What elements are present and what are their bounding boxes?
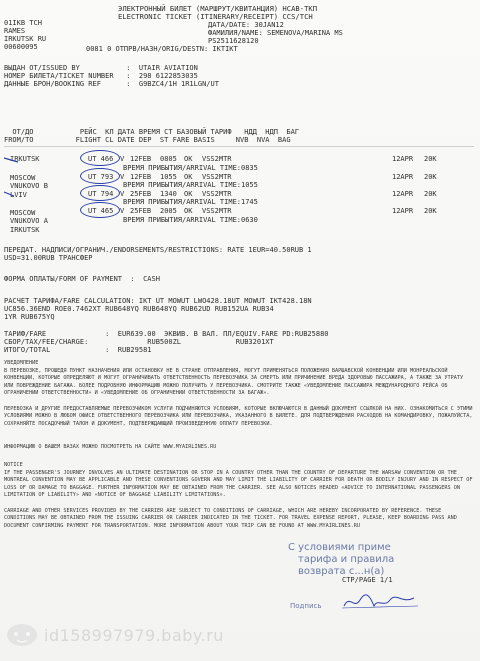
arrival-time: ВРЕМЯ ПРИБЫТИЯ/ARRIVAL TIME:0835 (123, 164, 258, 172)
flight-number: UT 793 (88, 173, 114, 181)
arrival-time: ВРЕМЯ ПРИБЫТИЯ/ARRIVAL TIME:0630 (123, 216, 258, 224)
columns-ru: ОТ/ДО РЕЙС КЛ ДАТА ВРЕМЯ СТ БАЗОВЫЙ ТАРИФ НДД НДП БАГ (4, 128, 300, 136)
notice-ru-conditions: ПЕРЕВОЗКА И ДРУГИЕ ПРЕДОСТАВЛЯЕМЫЕ ПЕРЕВОЗЧИКОМ УСЛУГИ ПОДЧИНЯЮТСЯ УСЛОВИЯМ, КОТОРЫЕ ВКЛЮЧАЮТСЯ В ДАННЫЙ ДОКУМЕНТ ССЫЛКОЙ НА НИХ. ОЗНАКОМИТЬСЯ С ЭТИМИ УСЛОВИЯМИ МОЖНО В ЛЮБОМ ОФИСЕ ОТВЕТСТВЕННОГО ПЕРЕВОЗЧИКА ИЛИ ПЕРЕВОЗЧИКА, УКАЗАННОГО В БИЛЕТЕ. ДЛЯ ПОДТВЕРЖДЕНИЯ РАСХОДОВ НА КОМАНДИРОВКУ, ПОЖАЛУЙСТА, СОХРАНЯЙТЕ ПОСАДОЧНЫЙ ТАЛОН И ДОКУМЕНТ, ПОДТВЕРЖДАЮЩИЙ ПРОИЗВЕДЕННУЮ ОПЛАТУ ПЕРЕВОЗКИ. (4, 406, 473, 427)
flight-from: MOSCOW (10, 174, 36, 182)
columns-en: FROM/TO FLIGHT CL DATE DEP ST FARE BASIS NVB NVA BAG (4, 136, 291, 144)
agency-city: IRKUTSK RU (4, 35, 47, 43)
not-valid-after: 12APR (392, 190, 414, 198)
ticket-reference: PS2511628120 (208, 37, 259, 45)
flight-date: 12FEB (130, 155, 152, 163)
baggage: 20K (424, 155, 437, 163)
route-line: 0081 0 ОТПРВ/НАЗН/ORIG/DESTN: IKTIKT (86, 45, 238, 53)
pen-circle-mark (80, 168, 120, 184)
flight-date: 12FEB (130, 173, 152, 181)
terms-stamp (280, 542, 410, 586)
flight-class: V (120, 173, 125, 181)
passenger-name: ФАМИЛИЯ/NAME: SEMENOVA/MARINA MS (208, 29, 343, 37)
stamp-line: возврата с...н(а) (298, 566, 385, 577)
flight-status: OK (184, 173, 193, 181)
flight-number: UT 794 (88, 190, 114, 198)
flight-number: UT 466 (88, 155, 114, 163)
fare-amount: ТАРИФ/FARE : EUR639.00 ЭКВИВ. В ВАЛ. ПЛ/EQUIV.FARE PD:RUB25880 (4, 330, 329, 338)
flight-time: 0805 (160, 155, 177, 163)
stamp-line: тарифа и правила (298, 554, 395, 565)
issue-date: ДАТА/DATE: 30JAN12 (208, 21, 284, 29)
fare-basis: VSS2MTR (202, 173, 232, 181)
baby-logo-icon (4, 620, 40, 648)
arrival-time: ВРЕМЯ ПРИБЫТИЯ/ARRIVAL TIME:1055 (123, 181, 258, 189)
flight-date: 25FEB (130, 207, 152, 215)
endorsements-line: USD=31.00RUB ТРАНСФЕР (4, 254, 93, 262)
form-of-payment: ФОРМА ОПЛАТЫ/FORM OF PAYMENT : CASH (4, 275, 160, 283)
flight-status: OK (184, 190, 193, 198)
title-en: ELECTRONIC TICKET (ITINERARY/RECEIPT) CCS/TCH (118, 12, 313, 21)
flight-class: V (120, 190, 125, 198)
baggage: 20K (424, 207, 437, 215)
notice-en-title: NOTICE (4, 462, 23, 468)
not-valid-after: 12APR (392, 155, 414, 163)
baggage: 20K (424, 190, 437, 198)
baggage: 20K (424, 173, 437, 181)
flight-from: IRKUTSK (10, 155, 40, 163)
endorsements-line: ПЕРЕДАТ. НАДПИСИ/ОГРАНИЧ./ENDORSEMENTS/RESTRICTIONS: RATE 1EUR=40.50RUB 1 (4, 246, 312, 254)
flight-status: OK (184, 155, 193, 163)
booking-ref: ДАННЫЕ БРОН/BOOKING REF : G9BZC4/1H 1R1LGN/UT (4, 80, 219, 88)
pen-circle-mark (80, 202, 120, 218)
page-number: СТР/PAGE 1/1 (342, 576, 393, 584)
agency-id: 00600095 (4, 43, 38, 51)
arrival-time: ВРЕМЯ ПРИБЫТИЯ/ARRIVAL TIME:1745 (123, 198, 258, 206)
fare-calculation: UC856.36END ROE0.7462XT RUB648YQ RUB648YQ RUB62UD RUB152UA RUB34 (4, 305, 274, 313)
signature-label: Подпись (290, 602, 322, 610)
flight-status: OK (184, 207, 193, 215)
stamp-line: С условиями приме (288, 542, 391, 553)
flight-time: 1340 (160, 190, 177, 198)
flight-date: 25FEB (130, 190, 152, 198)
flight-from: LVIV (10, 191, 27, 199)
final-destination: IRKUTSK (10, 226, 40, 234)
fare-calculation: 1YR RUB675YQ (4, 313, 55, 321)
ticket-number: НОМЕР БИЛЕТА/TICKET NUMBER : 298 6122853035 (4, 72, 198, 80)
fare-basis: VSS2MTR (202, 190, 232, 198)
total-amount: ИТОГО/TOTAL : RUB29581 (4, 346, 152, 354)
flight-class: V (120, 155, 125, 163)
site-watermark: id15899797​9.baby.ru (44, 626, 224, 645)
flight-time: 2005 (160, 207, 177, 215)
notice-en-conditions: CARRIAGE AND OTHER SERVICES PROVIDED BY THE CARRIER ARE SUBJECT TO CONDITIONS OF CARRIAGE, WHICH ARE HEREBY INCORPORATED BY REFERENCE. THESE CONDITIONS MAY BE OBTAINED FROM THE ISSUING CARRIER OR CARRIER INDICATED IN THE TICKET. FOR TRAVEL EXPENSE REPORT, PLEASE, KEEP BOARDING PASS AND DOCUMENT CONFIRMING PAYMENT FOR TRANSPORTATION. MORE INFORMATION ABOUT YOUR TRIP CAN BE FOUND AT WWW.MYAIRLINES.RU (4, 508, 457, 529)
not-valid-after: 12APR (392, 207, 414, 215)
fare-basis: VSS2MTR (202, 207, 232, 215)
tax-amount: СБОР/TAX/FEE/CHARGE: RUB500ZL RUB3201XT (4, 338, 274, 346)
title-ru: ЭЛЕКТРОННЫЙ БИЛЕТ (МАРШРУТ/КВИТАНЦИЯ) НСАВ-ТКП (118, 4, 318, 13)
fare-calculation: РАСЧЕТ ТАРИФА/FARE CALCULATION: IKT UT MOWUT LWO428.18UT MOWUT IKT428.18N (4, 297, 312, 305)
agency-code: 01IKB TCH (4, 19, 42, 27)
flight-class: V (120, 207, 125, 215)
issued-by: ВЫДАН ОТ/ISSUED BY : UTAIR AVIATION (4, 64, 198, 72)
pen-circle-mark (80, 185, 120, 201)
notice-en: IF THE PASSENGER'S JOURNEY INVOLVES AN ULTIMATE DESTINATION OR STOP IN A COUNTRY OTHER THAN THE COUNTRY OF DEPARTURE THE WARSAW CONVENTION OR THE MONTREAL CONVENTION MAY BE APPLICABLE AND THESE CONVENTIONS GOVERN AND MAY LIMIT THE LIABILITY OF CARRIER FOR DEATH OR BODILY INJURY AND IN RESPECT OF LOSS OF OR DAMAGE TO BAGGAGE. FURTHER INFORMATION MAY BE OBTAINED FROM THE CARRIER. SEE ALSO NOTICES HEADED «ADVICE TO INTERNATIONAL PASSENGERS ON LIMITATION OF LIABILITY» AND «NOTICE OF BAGGAGE LIABILITY LIMITATIONS». (4, 470, 473, 499)
notice-ru-title: УВЕДОМЛЕНИЕ (4, 360, 39, 366)
flight-from: MOSCOW (10, 209, 36, 217)
agency-name: RAMES (4, 27, 26, 35)
flight-time: 1055 (160, 173, 177, 181)
fare-basis: VSS2MTR (202, 155, 232, 163)
pen-circle-mark (80, 150, 120, 166)
header-rule (4, 146, 474, 147)
notice-ru: В ПЕРЕВОЗКЕ, ПРОШЕДЯ ПУНКТ НАЗНАЧЕНИЯ ИЛИ ОСТАНОВКУ НЕ В СТРАНЕ ОТПРАВЛЕНИЯ, МОГУТ ПРИМЕНЯТЬСЯ ПОЛОЖЕНИЯ ВАРШАВСКОЙ КОНВЕНЦИИ ИЛИ МОНРЕАЛЬСКОЙ КОНВЕНЦИИ, КОТОРЫЕ ОПРЕДЕЛЯЮТ И МОГУТ ОГРАНИЧИВАТЬ ОТВЕТСТВЕННОСТЬ ПЕРЕВОЗЧИКА ЗА СМЕРТЬ ИЛИ ПРИЧИНЕНИЕ ВРЕДА ЗДОРОВЬЮ ПАССАЖИРА, А ТАКЖЕ ЗА УТРАТУ ИЛИ ПОВРЕЖДЕНИЕ БАГАЖА. БОЛЕЕ ПОДРОБНУЮ ИНФОРМАЦИЮ МОЖНО ПОЛУЧИТЬ У ПЕРЕВОЗЧИКА. СМОТРИТЕ ТАКЖЕ «УВЕДОМЛЕНИЕ ПАССАЖИРА МЕЖДУНАРОДНОГО РЕЙСА ОБ ОГРАНИЧЕНИИ ОТВЕТСТВЕННОСТИ» И «УВЕДОМЛЕНИЕ ОБ ОГРАНИЧЕНИИ ОТВЕТСТВЕННОСТИ ЗА БАГАЖ». (4, 368, 464, 397)
flight-from-airport: VNUKOVO B (10, 182, 48, 190)
notice-ru-website: ИНФОРМАЦИЮ О ВАШЕМ ВАЗАХ МОЖНО ПОСМОТРЕТЬ НА САЙТЕ WWW.MYAIRLINES.RU (4, 444, 217, 450)
pen-marks (0, 150, 30, 230)
handwritten-signature (340, 592, 420, 612)
flight-from-airport: VNUKOVO A (10, 217, 48, 225)
not-valid-after: 12APR (392, 173, 414, 181)
flight-number: UT 465 (88, 207, 114, 215)
